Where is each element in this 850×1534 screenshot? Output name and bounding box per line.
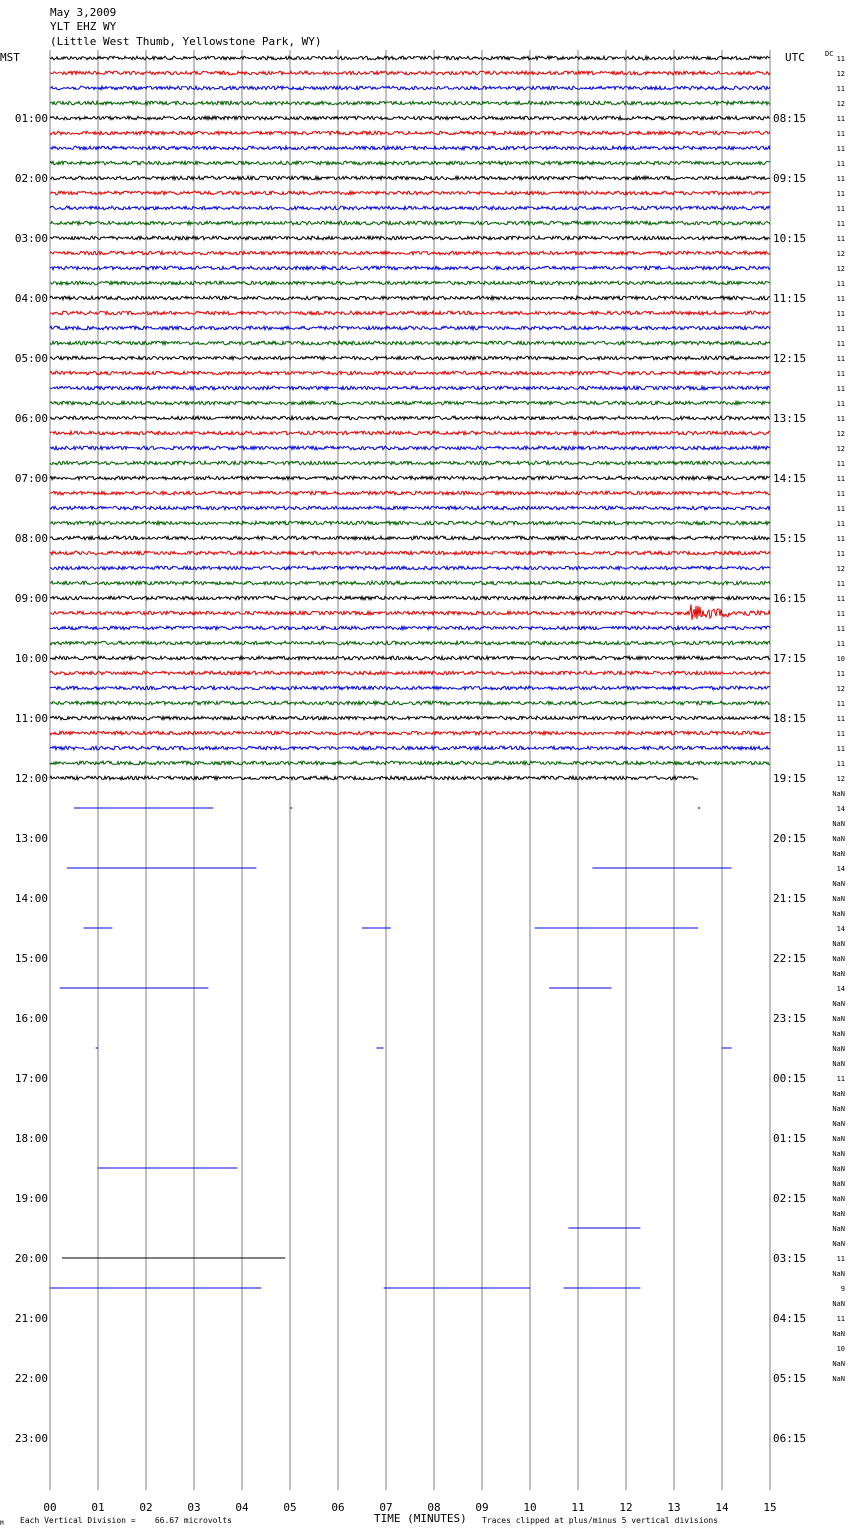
dc-value: 11 bbox=[836, 505, 845, 513]
mst-hour-label: 13:00 bbox=[14, 832, 48, 845]
mst-hour-label: 23:00 bbox=[14, 1432, 48, 1445]
trace-row bbox=[50, 101, 770, 105]
mst-hour-label: 12:00 bbox=[14, 772, 48, 785]
dc-value: 11 bbox=[836, 55, 845, 63]
x-tick-label: 01 bbox=[91, 1501, 105, 1514]
dc-value: NaN bbox=[832, 880, 845, 888]
utc-hour-label: 21:15 bbox=[773, 892, 807, 905]
mst-hour-label: 14:00 bbox=[14, 892, 48, 905]
trace-row bbox=[50, 236, 770, 240]
dc-value: 11 bbox=[836, 295, 845, 303]
dc-value: 11 bbox=[836, 460, 845, 468]
dc-value: 10 bbox=[836, 1345, 845, 1353]
dc-value: 11 bbox=[836, 400, 845, 408]
utc-hour-label: 09:15 bbox=[773, 172, 807, 185]
mst-hour-label: 16:00 bbox=[14, 1012, 48, 1025]
dc-value: NaN bbox=[832, 835, 845, 843]
dc-value: NaN bbox=[832, 1090, 845, 1098]
trace-row bbox=[50, 626, 770, 630]
dc-value: NaN bbox=[832, 790, 845, 798]
dc-value: 11 bbox=[836, 625, 845, 633]
dc-value: 14 bbox=[836, 985, 845, 993]
footer-clip: Traces clipped at plus/minus 5 vertical divisions bbox=[482, 1516, 719, 1525]
x-tick-label: 10 bbox=[523, 1501, 537, 1514]
trace-row bbox=[50, 605, 770, 620]
mst-hour-label: 21:00 bbox=[14, 1312, 48, 1325]
dc-value: 11 bbox=[836, 550, 845, 558]
x-tick-label: 15 bbox=[763, 1501, 777, 1514]
trace-row bbox=[50, 776, 698, 780]
dc-value: NaN bbox=[832, 1360, 845, 1368]
trace-row bbox=[50, 191, 770, 195]
dc-value: 12 bbox=[836, 265, 845, 273]
mst-hour-label: 01:00 bbox=[14, 112, 48, 125]
x-tick-label: 14 bbox=[715, 1501, 729, 1514]
dc-value: 11 bbox=[836, 1255, 845, 1263]
dc-value: NaN bbox=[832, 1135, 845, 1143]
trace-row bbox=[50, 296, 770, 300]
dc-value: 11 bbox=[836, 325, 845, 333]
utc-hour-label: 19:15 bbox=[773, 772, 807, 785]
trace-row bbox=[50, 701, 770, 705]
dc-value: 11 bbox=[836, 130, 845, 138]
mst-hour-label: 11:00 bbox=[14, 712, 48, 725]
x-tick-label: 03 bbox=[187, 1501, 201, 1514]
x-tick-label: 11 bbox=[571, 1501, 585, 1514]
dc-value: NaN bbox=[832, 1030, 845, 1038]
trace-row bbox=[50, 551, 770, 555]
dc-value: NaN bbox=[832, 1120, 845, 1128]
dc-value: NaN bbox=[832, 1270, 845, 1278]
trace-row bbox=[50, 266, 770, 270]
trace-row bbox=[50, 686, 770, 690]
dc-value: NaN bbox=[832, 895, 845, 903]
utc-hour-label: 14:15 bbox=[773, 472, 807, 485]
utc-hour-label: 06:15 bbox=[773, 1432, 807, 1445]
dc-value: NaN bbox=[832, 1330, 845, 1338]
trace-row bbox=[50, 491, 770, 495]
minute-gridlines bbox=[50, 50, 770, 1490]
dc-label: DC bbox=[825, 50, 834, 58]
dc-value: 11 bbox=[836, 340, 845, 348]
trace-row bbox=[50, 596, 770, 600]
x-tick-label: 05 bbox=[283, 1501, 297, 1514]
utc-hour-label: 17:15 bbox=[773, 652, 807, 665]
trace-row bbox=[50, 371, 770, 375]
trace-row bbox=[50, 566, 770, 570]
utc-hour-label: 02:15 bbox=[773, 1192, 807, 1205]
trace-row bbox=[50, 386, 770, 390]
trace-row bbox=[50, 326, 770, 330]
dc-value: 11 bbox=[836, 145, 845, 153]
trace-row bbox=[50, 746, 770, 750]
utc-hour-label: 05:15 bbox=[773, 1372, 807, 1385]
dc-value: 11 bbox=[836, 535, 845, 543]
dc-value: 12 bbox=[836, 430, 845, 438]
utc-hour-label: 16:15 bbox=[773, 592, 807, 605]
x-tick-label: 09 bbox=[475, 1501, 489, 1514]
dc-value: 11 bbox=[836, 760, 845, 768]
dc-values bbox=[832, 55, 845, 1383]
footer-mark: M bbox=[0, 1520, 4, 1527]
header-location: (Little West Thumb, Yellowstone Park, WY) bbox=[50, 35, 322, 48]
mst-hour-label: 10:00 bbox=[14, 652, 48, 665]
dc-value: 11 bbox=[836, 580, 845, 588]
x-tick-label: 13 bbox=[667, 1501, 681, 1514]
dc-value: 11 bbox=[836, 520, 845, 528]
dc-value: NaN bbox=[832, 970, 845, 978]
trace-row bbox=[50, 341, 770, 345]
trace-row bbox=[50, 671, 770, 675]
mst-hour-label: 20:00 bbox=[14, 1252, 48, 1265]
trace-row bbox=[50, 416, 770, 420]
utc-hour-label: 04:15 bbox=[773, 1312, 807, 1325]
dc-value: 11 bbox=[836, 610, 845, 618]
utc-hour-label: 18:15 bbox=[773, 712, 807, 725]
mst-hour-label: 09:00 bbox=[14, 592, 48, 605]
mst-hour-label: 05:00 bbox=[14, 352, 48, 365]
dc-value: NaN bbox=[832, 1240, 845, 1248]
dc-value: 12 bbox=[836, 445, 845, 453]
dc-value: 11 bbox=[836, 85, 845, 93]
utc-hour-label: 23:15 bbox=[773, 1012, 807, 1025]
trace-row bbox=[50, 581, 770, 585]
trace-row bbox=[50, 176, 770, 180]
seismic-traces bbox=[50, 56, 770, 1288]
dc-value: NaN bbox=[832, 850, 845, 858]
trace-row bbox=[50, 116, 770, 120]
dc-value: NaN bbox=[832, 1195, 845, 1203]
dc-value: 11 bbox=[836, 730, 845, 738]
utc-hour-label: 08:15 bbox=[773, 112, 807, 125]
dc-value: NaN bbox=[832, 910, 845, 918]
dc-value: 11 bbox=[836, 700, 845, 708]
x-axis-title: TIME (MINUTES) bbox=[374, 1512, 467, 1525]
header-date: May 3,2009 bbox=[50, 6, 117, 19]
dc-value: 11 bbox=[836, 640, 845, 648]
x-tick-label: 02 bbox=[139, 1501, 153, 1514]
dc-value: 12 bbox=[836, 775, 845, 783]
dc-value: 11 bbox=[836, 595, 845, 603]
utc-hour-label: 20:15 bbox=[773, 832, 807, 845]
dc-value: 11 bbox=[836, 415, 845, 423]
dc-value: NaN bbox=[832, 1375, 845, 1383]
dc-value: 11 bbox=[836, 190, 845, 198]
x-tick-label: 08 bbox=[427, 1501, 441, 1514]
mst-hour-label: 08:00 bbox=[14, 532, 48, 545]
mst-hour-label: 19:00 bbox=[14, 1192, 48, 1205]
dc-value: 12 bbox=[836, 100, 845, 108]
mst-label: MST bbox=[0, 51, 20, 64]
dc-value: 11 bbox=[836, 220, 845, 228]
dc-value: 14 bbox=[836, 805, 845, 813]
utc-hour-label: 12:15 bbox=[773, 352, 807, 365]
dc-value: NaN bbox=[832, 1045, 845, 1053]
dc-value: NaN bbox=[832, 1180, 845, 1188]
trace-row bbox=[50, 161, 770, 165]
utc-hour-label: 15:15 bbox=[773, 532, 807, 545]
trace-row bbox=[50, 146, 770, 150]
trace-row bbox=[50, 446, 770, 450]
dc-value: 12 bbox=[836, 250, 845, 258]
trace-row bbox=[50, 476, 770, 480]
dc-value: 11 bbox=[836, 115, 845, 123]
trace-row bbox=[50, 461, 770, 465]
dc-value: NaN bbox=[832, 1165, 845, 1173]
dc-value: 11 bbox=[836, 1315, 845, 1323]
dc-value: 11 bbox=[836, 670, 845, 678]
x-tick-label: 04 bbox=[235, 1501, 249, 1514]
trace-row bbox=[50, 221, 770, 225]
trace-row bbox=[50, 251, 770, 255]
trace-row bbox=[50, 431, 770, 435]
dc-value: 11 bbox=[836, 175, 845, 183]
dc-value: NaN bbox=[832, 1225, 845, 1233]
mst-hour-label: 07:00 bbox=[14, 472, 48, 485]
x-tick-label: 12 bbox=[619, 1501, 633, 1514]
utc-hour-label: 11:15 bbox=[773, 292, 807, 305]
dc-value: 11 bbox=[836, 370, 845, 378]
dc-value: NaN bbox=[832, 1000, 845, 1008]
dc-value: 11 bbox=[836, 1075, 845, 1083]
dc-value: 10 bbox=[836, 655, 845, 663]
dc-value: NaN bbox=[832, 1105, 845, 1113]
mst-hour-label: 03:00 bbox=[14, 232, 48, 245]
dc-value: 11 bbox=[836, 280, 845, 288]
header-station: YLT EHZ WY bbox=[50, 20, 117, 33]
trace-row bbox=[50, 281, 770, 285]
utc-hour-label: 01:15 bbox=[773, 1132, 807, 1145]
x-tick-label: 00 bbox=[43, 1501, 57, 1514]
trace-row bbox=[50, 71, 770, 75]
trace-row bbox=[50, 356, 770, 360]
dc-value: 11 bbox=[836, 205, 845, 213]
utc-hour-label: 22:15 bbox=[773, 952, 807, 965]
dc-value: 11 bbox=[836, 235, 845, 243]
x-tick-label: 06 bbox=[331, 1501, 345, 1514]
footer-scale: Each Vertical Division = 66.67 microvolts bbox=[20, 1516, 232, 1525]
trace-row bbox=[50, 716, 770, 720]
dc-value: NaN bbox=[832, 955, 845, 963]
trace-row bbox=[50, 206, 770, 210]
trace-row bbox=[50, 56, 770, 60]
trace-row bbox=[50, 86, 770, 90]
mst-hour-label: 15:00 bbox=[14, 952, 48, 965]
dc-value: 9 bbox=[840, 1285, 845, 1293]
utc-hour-label: 10:15 bbox=[773, 232, 807, 245]
mst-hour-label: 04:00 bbox=[14, 292, 48, 305]
dc-value: 11 bbox=[836, 745, 845, 753]
mst-hour-label: 17:00 bbox=[14, 1072, 48, 1085]
trace-row bbox=[50, 761, 770, 765]
dc-value: 11 bbox=[836, 385, 845, 393]
dc-value: 12 bbox=[836, 685, 845, 693]
trace-row bbox=[50, 131, 770, 135]
trace-row bbox=[50, 401, 770, 405]
dc-value: 11 bbox=[836, 160, 845, 168]
trace-row bbox=[50, 506, 770, 510]
trace-row bbox=[50, 311, 770, 315]
dc-value: 11 bbox=[836, 490, 845, 498]
dc-value: 11 bbox=[836, 310, 845, 318]
dc-value: NaN bbox=[832, 1015, 845, 1023]
dc-value: NaN bbox=[832, 1300, 845, 1308]
x-tick-label: 07 bbox=[379, 1501, 393, 1514]
mst-hour-label: 18:00 bbox=[14, 1132, 48, 1145]
dc-value: 11 bbox=[836, 355, 845, 363]
dc-value: NaN bbox=[832, 940, 845, 948]
dc-value: NaN bbox=[832, 820, 845, 828]
trace-row bbox=[50, 536, 770, 540]
dc-value: 12 bbox=[836, 70, 845, 78]
utc-hour-label: 00:15 bbox=[773, 1072, 807, 1085]
utc-label: UTC bbox=[785, 51, 805, 64]
dc-value: NaN bbox=[832, 1150, 845, 1158]
trace-row bbox=[50, 731, 770, 735]
dc-value: NaN bbox=[832, 1210, 845, 1218]
mst-hour-label: 22:00 bbox=[14, 1372, 48, 1385]
mst-hour-label: 02:00 bbox=[14, 172, 48, 185]
utc-hour-label: 03:15 bbox=[773, 1252, 807, 1265]
trace-row bbox=[50, 641, 770, 645]
dc-value: NaN bbox=[832, 1060, 845, 1068]
trace-row bbox=[50, 521, 770, 525]
mst-hour-label: 06:00 bbox=[14, 412, 48, 425]
dc-value: 11 bbox=[836, 715, 845, 723]
utc-hour-label: 13:15 bbox=[773, 412, 807, 425]
trace-row bbox=[50, 656, 770, 660]
dc-value: 11 bbox=[836, 475, 845, 483]
dc-value: 14 bbox=[836, 865, 845, 873]
dc-value: 14 bbox=[836, 925, 845, 933]
dc-value: 12 bbox=[836, 565, 845, 573]
